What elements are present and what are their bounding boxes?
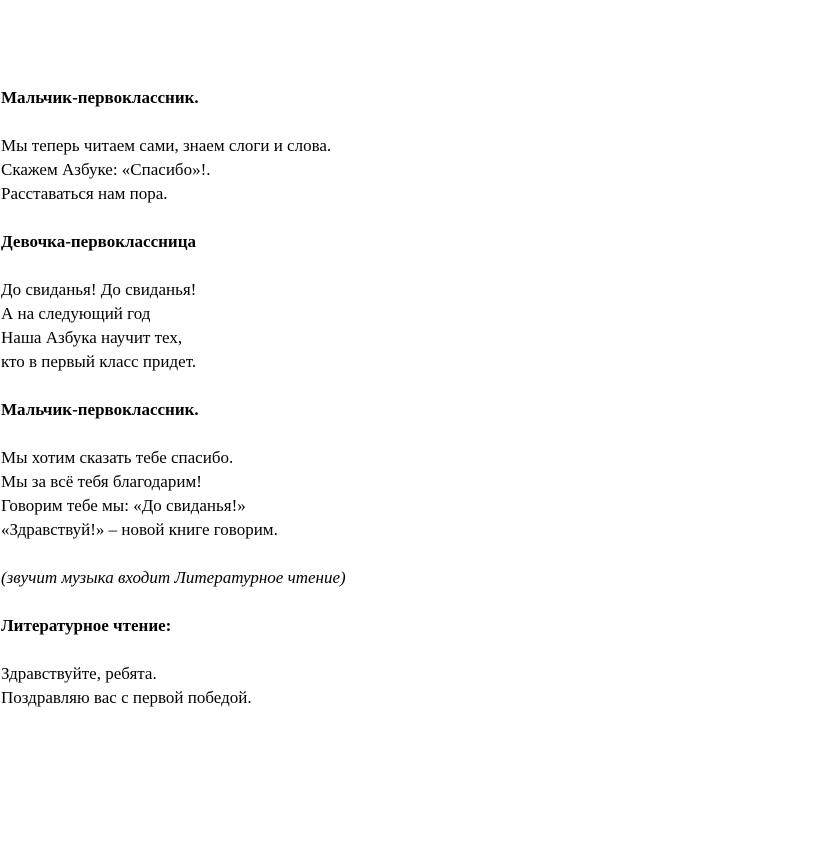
verse-line: До свиданья! До свиданья! <box>1 280 197 299</box>
speaker-heading: Мальчик-первоклассник. <box>1 400 199 419</box>
verse-line: «Здравствуй!» – новой книге говорим. <box>1 520 278 539</box>
speaker-heading: Литературное чтение: <box>1 616 172 635</box>
paragraph-gap <box>1 422 801 446</box>
document-body <box>1 86 801 710</box>
paragraph-gap <box>1 542 801 566</box>
verse-line: Говорим тебе мы: «До свиданья!» <box>1 496 246 515</box>
speaker-heading: Девочка-первоклассница <box>1 232 197 251</box>
verse-line: Здравствуйте, ребята. <box>1 664 157 683</box>
verse-line: Мы теперь читаем сами, знаем слоги и слова. <box>1 136 332 155</box>
verse-line: Мы за всё тебя благодарим! <box>1 472 202 491</box>
paragraph-gap <box>1 590 801 614</box>
verse-line: Мы хотим сказать тебе спасибо. <box>1 448 234 467</box>
verse-line: Поздравляю вас с первой победой. <box>1 688 252 707</box>
paragraph-gap <box>1 254 801 278</box>
speaker-heading: Мальчик-первоклассник. <box>1 88 199 107</box>
verse-line: Скажем Азбуке: «Спасибо»!. <box>1 160 211 179</box>
paragraph-gap <box>1 638 801 662</box>
verse-line: А на следующий год <box>1 304 151 323</box>
paragraph-gap <box>1 374 801 398</box>
verse-line: Наша Азбука научит тех, <box>1 328 183 347</box>
verse-line: Расставаться нам пора. <box>1 184 168 203</box>
paragraph-gap <box>1 206 801 230</box>
stage-direction: (звучит музыка входит Литературное чтение) <box>1 568 346 587</box>
verse-line: кто в первый класс придет. <box>1 352 197 371</box>
paragraph-gap <box>1 110 801 134</box>
